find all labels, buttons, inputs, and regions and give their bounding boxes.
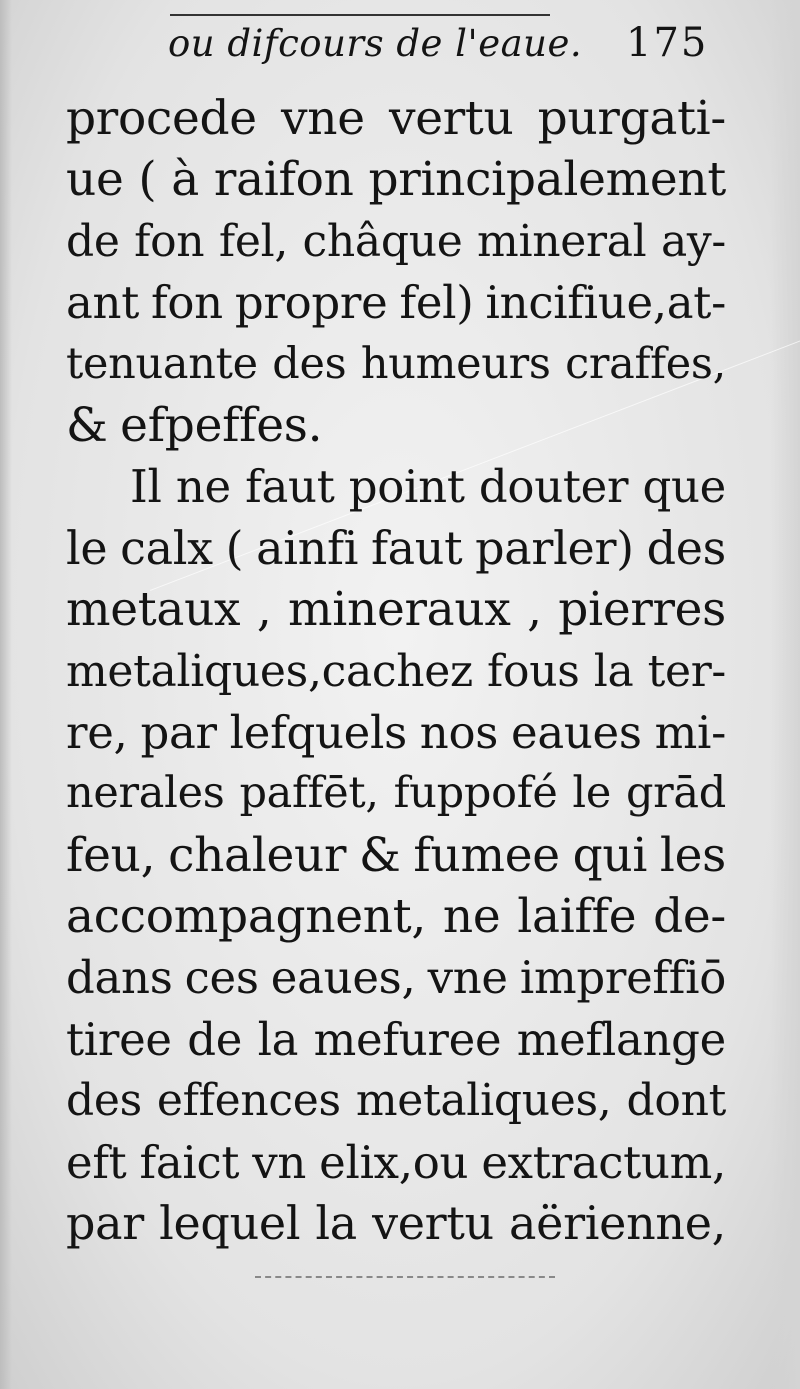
text-line: feu, chaleur & fumee qui les [66, 827, 726, 883]
text-line: eft faict vn elix,ou extractum, [66, 1135, 726, 1189]
text-line: procede vne vertu purgati- [66, 91, 726, 146]
body-text [66, 88, 726, 1254]
text-line: metaliques,cachez fous la ter- [66, 645, 726, 697]
footer-rule [255, 1276, 555, 1278]
text-line: de fon fel, châque mineral ay- [66, 215, 726, 267]
text-line: par lequel la vertu aërienne, [66, 1196, 726, 1251]
text-line: & efpeffes. [66, 397, 323, 453]
text-line: tiree de la mefuree meflange [66, 1012, 726, 1066]
text-line: nerales paffēt, fuppofé le grād [66, 768, 726, 819]
text-line: le calx ( ainfi faut parler) des [66, 520, 726, 575]
text-line: metaux , mineraux , pierres [66, 582, 726, 638]
header-rule [170, 14, 550, 16]
text-line: ue ( à raifon principalement [66, 152, 726, 208]
running-head: ou difcours de l'eaue. [168, 22, 583, 65]
text-line: re, par lefquels nos eaues mi- [66, 705, 726, 759]
page-number: 175 [626, 20, 709, 66]
text-line: dans ces eaues, vne impreffiō [66, 951, 726, 1005]
text-line: des effences metaliques, dont [66, 1075, 726, 1127]
text-line: Il ne faut point douter que [130, 460, 726, 514]
text-line: ant fon propre fel) incifiue,at- [66, 276, 726, 330]
text-line: tenuante des humeurs craffes, [66, 338, 726, 389]
page-edge-shadow-left [0, 0, 12, 1389]
text-line: accompagnent, ne laiffe de- [66, 889, 726, 945]
page-edge-shadow-right [770, 0, 800, 1389]
